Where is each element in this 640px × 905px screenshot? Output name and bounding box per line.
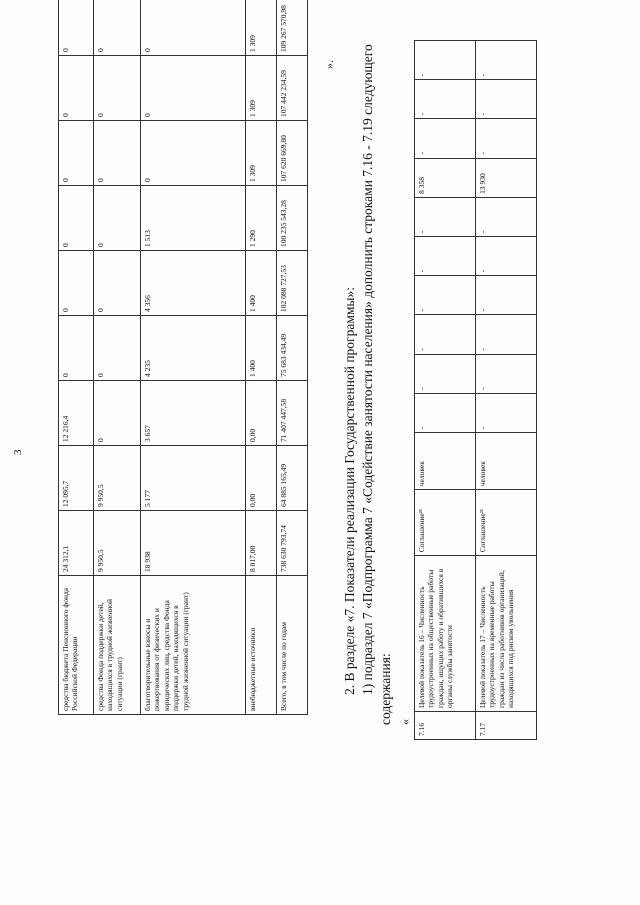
table-cell: 4 356 (141, 251, 246, 316)
table-cell: 8 017,00 (246, 511, 277, 576)
table-cell: 0 (59, 0, 94, 56)
table-cell: 0 (141, 121, 246, 186)
row-label: внебюджетные источники (246, 576, 277, 715)
row-number: 7.16 (415, 712, 476, 740)
table-cell: 0 (59, 121, 94, 186)
table-cell: - (476, 80, 537, 119)
opening-quote: « (398, 719, 412, 725)
table-cell: 109 267 570,98 (277, 0, 308, 56)
table-cell: 0 (59, 251, 94, 316)
table-cell: - (415, 119, 476, 158)
table-cell: - (476, 237, 537, 276)
row-label: средства Фонда поддержки детей, находящихся в трудной жизненной ситуации (грант) (94, 576, 141, 715)
table-cell: 0 (59, 186, 94, 251)
table-cell: 9 950,5 (94, 446, 141, 511)
indicator-name: Целевой показатель 17 – Численность трудоустроенных на временные работы граждан из числа работников организаций, находящихся под риском увольнения (476, 556, 537, 712)
table-cell: - (415, 315, 476, 354)
table-row (59, 0, 94, 715)
table-cell: 18 938 (141, 511, 246, 576)
subsection-paragraph: 1) подраздел 7 «Подпрограмма 7 «Содействие занятости населения» дополнить строками 7.16 - 7.19 следующего (360, 44, 375, 695)
table-cell: 3 657 (141, 381, 246, 446)
indicator-source: Соглашение²¹ (476, 490, 537, 556)
table-cell: 9 950,5 (94, 511, 141, 576)
table-row (415, 41, 476, 740)
table-cell: 13 930 (476, 158, 537, 197)
table-cell: 12 216,4 (59, 381, 94, 446)
table-cell: - (476, 119, 537, 158)
indicator-name: Целевой показатель 16 – Численность трудоустроенных на общественные работы граждан, ищущих работу и обратившихся в органы службы занятости (415, 556, 476, 712)
table-cell: 1 309 (246, 121, 277, 186)
closing-quote: ». (322, 60, 336, 69)
table-cell: 0,00 (246, 381, 277, 446)
table-cell: 0 (59, 56, 94, 121)
row-label: средства бюджета Пенсионного фонда Российской Федерации (59, 576, 94, 715)
table-cell: - (476, 315, 537, 354)
table-cell: 0 (141, 0, 246, 56)
table-cell: 4 235 (141, 316, 246, 381)
table-row (141, 0, 246, 715)
row-number: 7.17 (476, 712, 537, 740)
table-cell: - (476, 276, 537, 315)
table-row (94, 0, 141, 715)
table-cell: 0 (94, 0, 141, 56)
table-cell: - (476, 354, 537, 393)
table-cell: 0 (94, 251, 141, 316)
table-cell: 24 312,1 (59, 511, 94, 576)
table-cell: 102 088 727,53 (277, 251, 308, 316)
table-cell: - (415, 276, 476, 315)
table-row (277, 0, 308, 715)
table-cell: 75 683 434,49 (277, 316, 308, 381)
indicator-unit: человек (415, 433, 476, 490)
table-cell: 0 (94, 121, 141, 186)
table-cell: 1 309 (246, 0, 277, 56)
indicator-unit: человек (476, 433, 537, 490)
table-cell: - (415, 41, 476, 80)
table-cell: 1 290 (246, 186, 277, 251)
table-cell: 0 (59, 316, 94, 381)
table-cell: 8 358 (415, 158, 476, 197)
table-cell: - (476, 393, 537, 432)
table-cell: 100 235 543,28 (277, 186, 308, 251)
table-row (246, 0, 277, 715)
table-cell: 5 177 (141, 446, 246, 511)
table-cell: 1 400 (246, 316, 277, 381)
table-cell: - (415, 80, 476, 119)
table-row (476, 41, 537, 740)
table-cell: - (415, 197, 476, 236)
table-cell: 1 400 (246, 251, 277, 316)
table-cell: 0 (94, 316, 141, 381)
table-cell: 107 442 234,59 (277, 56, 308, 121)
table-cell: 0 (94, 186, 141, 251)
table-cell: - (415, 237, 476, 276)
indicators-table (414, 40, 537, 740)
table-cell: 1 513 (141, 186, 246, 251)
subsection-paragraph-end: содержания: (378, 653, 393, 725)
section-paragraph: 2. В разделе «7. Показатели реализации Государственной программы»: (342, 287, 357, 695)
table-cell: - (415, 393, 476, 432)
table-cell: 0,00 (246, 446, 277, 511)
row-label: Всего, в том числе по годам (277, 576, 308, 715)
finance-table (58, 0, 308, 715)
table-cell: 12 095,7 (59, 446, 94, 511)
table-cell: 0 (94, 56, 141, 121)
table-cell: 71 407 447,58 (277, 381, 308, 446)
table-cell: - (415, 354, 476, 393)
indicator-source: Соглашение²¹ (415, 490, 476, 556)
table-cell: 738 630 793,74 (277, 511, 308, 576)
table-cell: 0 (141, 56, 246, 121)
table-cell: 1 309 (246, 56, 277, 121)
table-cell: 64 885 165,49 (277, 446, 308, 511)
table-cell: - (476, 197, 537, 236)
table-cell: 107 620 669,80 (277, 121, 308, 186)
row-label: благотворительные взносы и пожертвования от физических и юридических лиц, средства Фонда поддержки детей, находящихся в трудной жизненной ситуации (грант) (141, 576, 246, 715)
table-cell: 0 (94, 381, 141, 446)
table-cell: - (476, 41, 537, 80)
page-number: 3 (12, 449, 24, 455)
